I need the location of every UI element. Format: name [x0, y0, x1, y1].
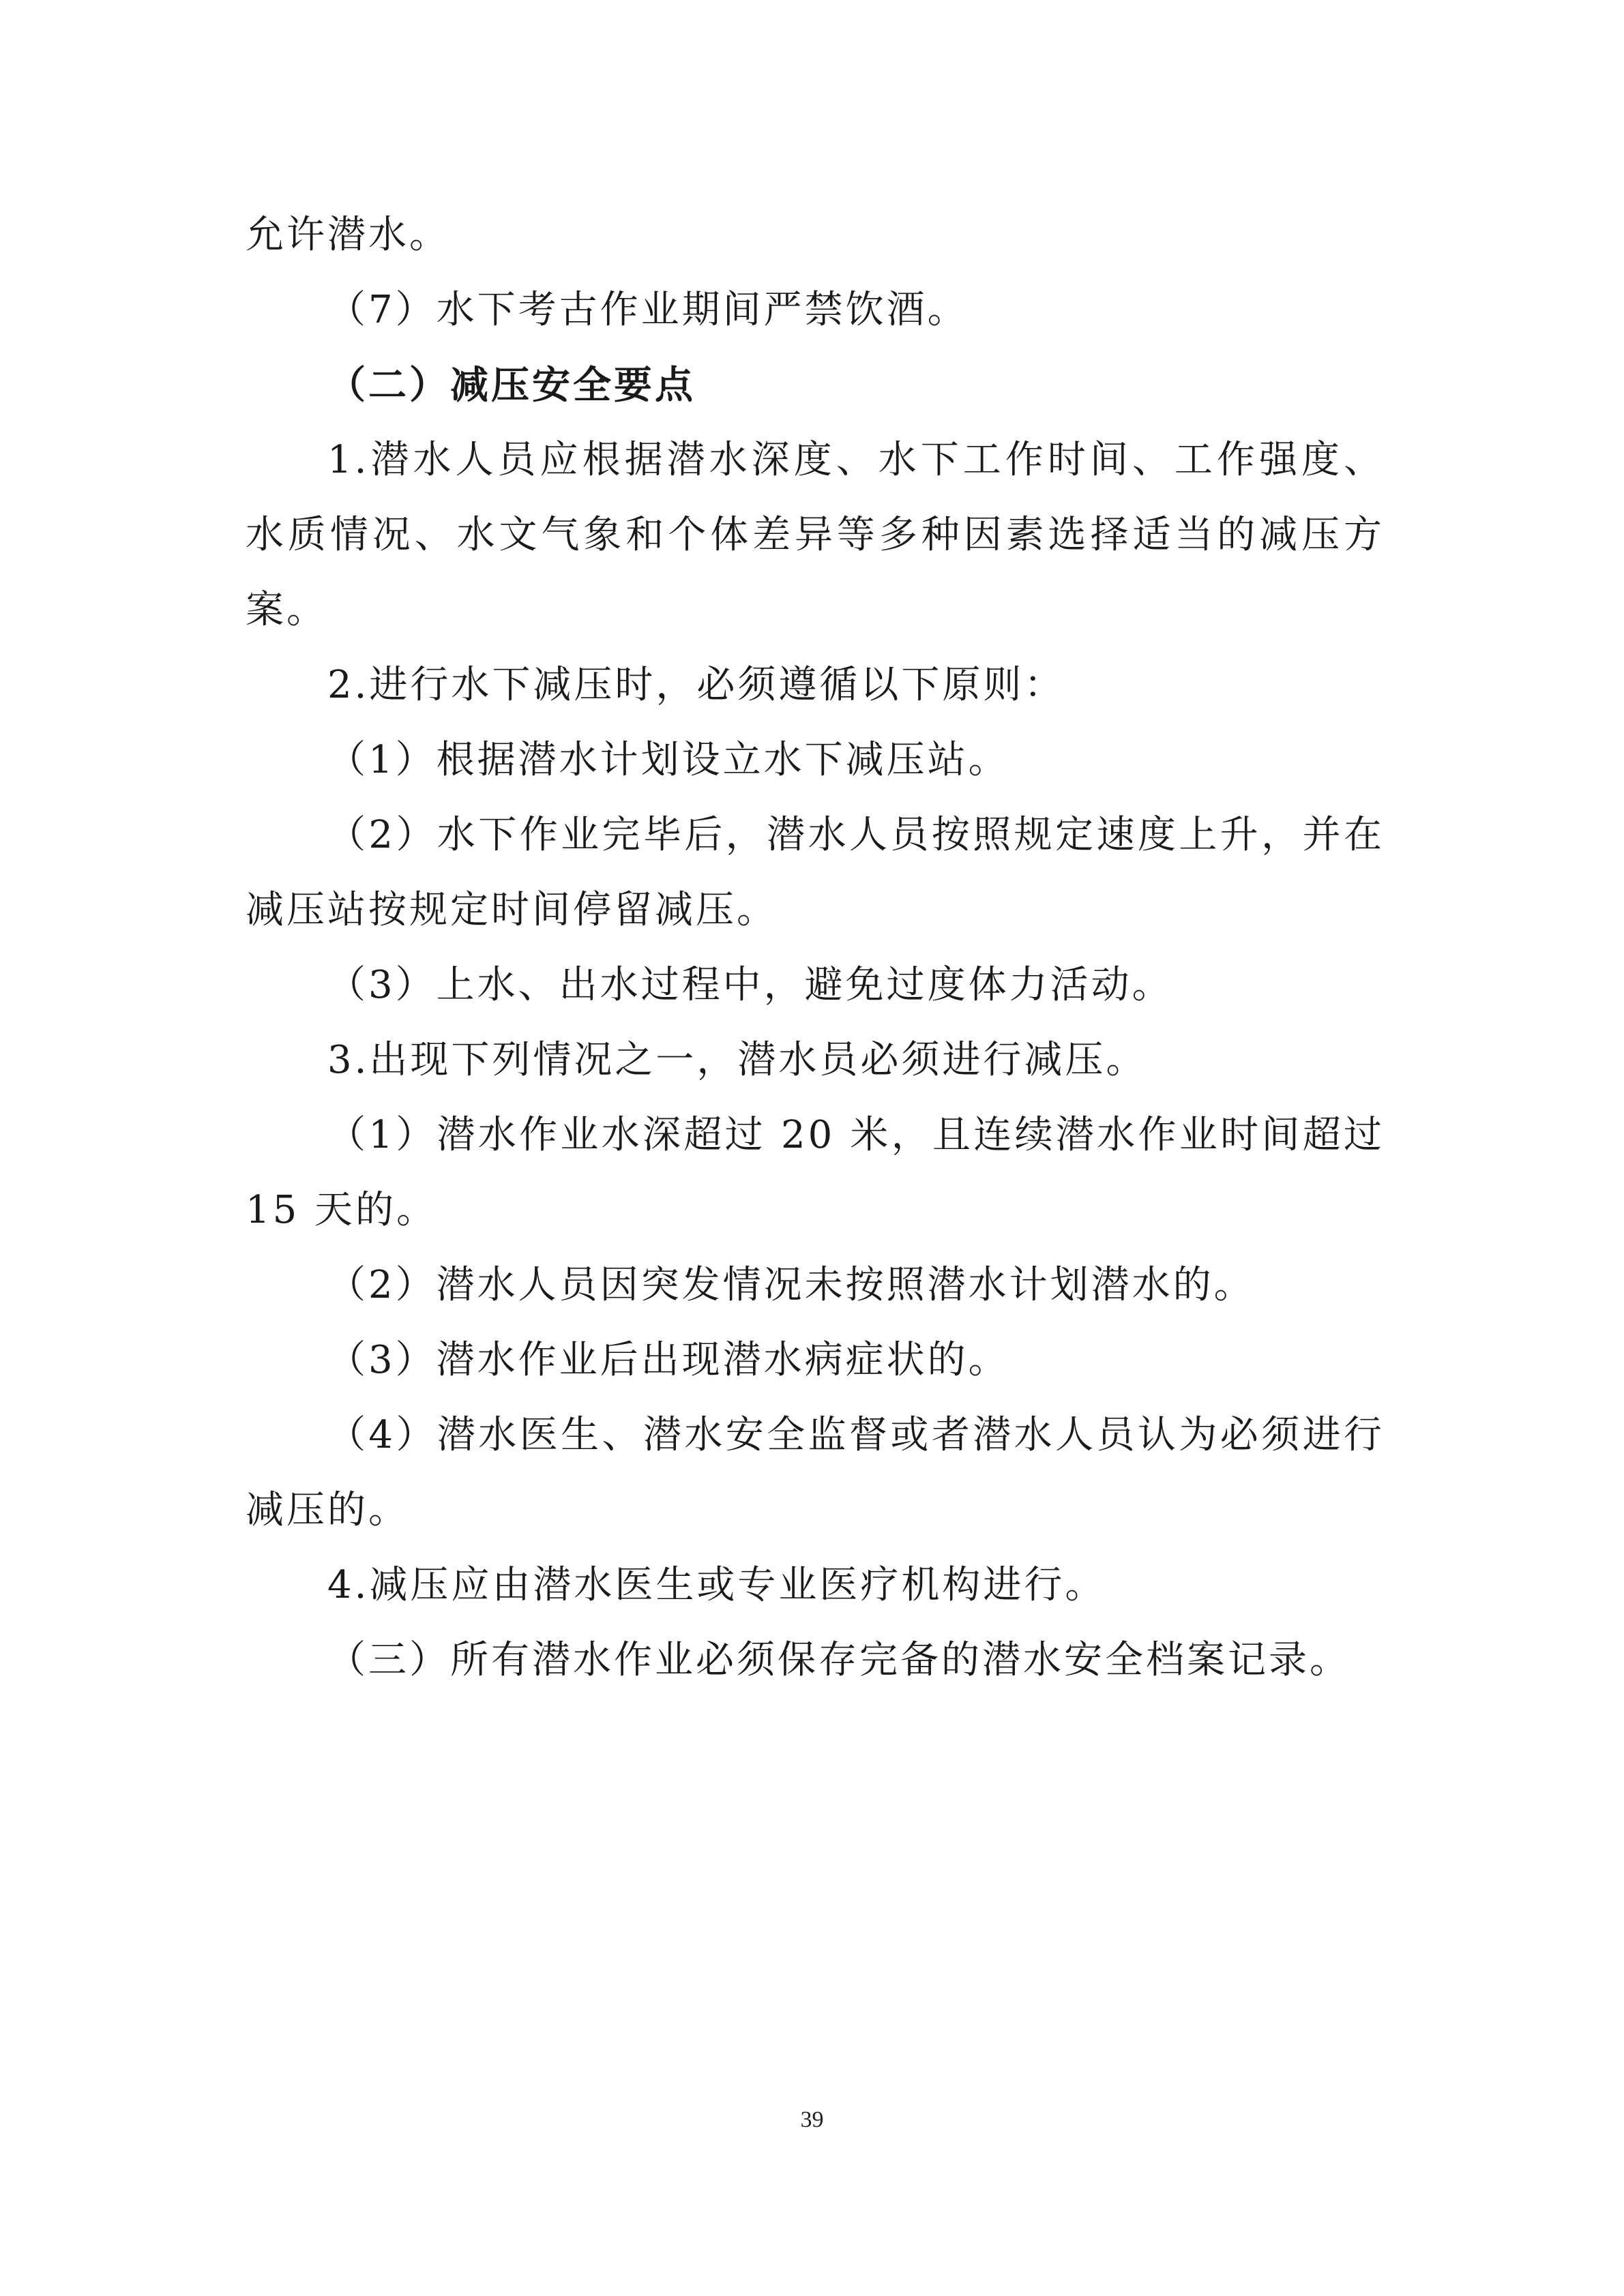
paragraph-continuation: 允许潜水。 — [246, 213, 450, 257]
paragraph-point-3-sub-4: （4）潜水医生、潜水安全监督或者潜水人员认为必须进行减压的。 — [246, 1413, 1385, 1532]
paragraph-point-2-sub-2: （2）水下作业完毕后，潜水人员按照规定速度上升，并在减压站按规定时间停留减压。 — [246, 813, 1385, 932]
section-heading-records: （三）所有潜水作业必须保存完备的潜水安全档案记录。 — [327, 1638, 1350, 1682]
paragraph-point-1: 1.潜水人员应根据潜水深度、水下工作时间、工作强度、水质情况、水文气象和个体差异等多种因素选择适当的减压方案。 — [246, 438, 1385, 632]
paragraph-point-4: 4.减压应由潜水医生或专业医疗机构进行。 — [327, 1563, 1106, 1607]
paragraph-point-3-sub-1: （1）潜水作业水深超过 20 米，且连续潜水作业时间超过 15 天的。 — [246, 1113, 1385, 1232]
paragraph-item-7: （7）水下考古作业期间严禁饮酒。 — [327, 288, 969, 332]
paragraph-point-3: 3.出现下列情况之一，潜水员必须进行减压。 — [327, 1038, 1147, 1082]
paragraph-point-3-sub-3: （3）潜水作业后出现潜水病症状的。 — [327, 1338, 1009, 1382]
section-heading-decompression: （二）减压安全要点 — [327, 363, 696, 408]
page-number: 39 — [800, 2107, 824, 2132]
paragraph-point-2: 2.进行水下减压时，必须遵循以下原则： — [327, 663, 1065, 707]
body-text — [246, 198, 1385, 1698]
paragraph-point-2-sub-1: （1）根据潜水计划设立水下减压站。 — [327, 738, 1009, 782]
paragraph-point-2-sub-3: （3）上水、出水过程中，避免过度体力活动。 — [327, 963, 1173, 1007]
paragraph-point-3-sub-2: （2）潜水人员因突发情况未按照潜水计划潜水的。 — [327, 1263, 1255, 1307]
